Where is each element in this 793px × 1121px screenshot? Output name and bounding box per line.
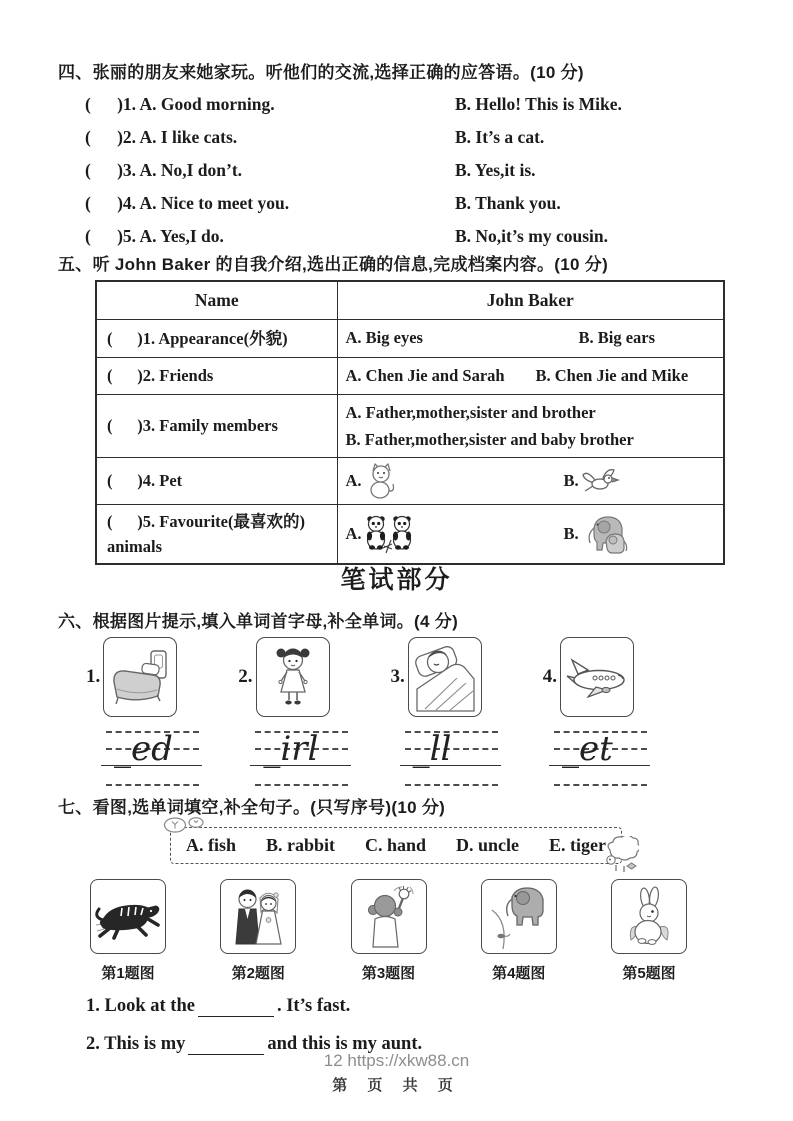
- cat-image: [365, 462, 395, 500]
- option-a-letter: A.: [345, 470, 362, 490]
- s4-row-3: [85, 154, 745, 187]
- option-b: B. Big ears: [578, 328, 656, 347]
- sentence-pre: 1. Look at the: [86, 996, 195, 1016]
- writing-line: [554, 784, 647, 786]
- picture-frame: [408, 637, 482, 717]
- table-row-friends: [96, 357, 724, 394]
- item-number: 3.: [390, 666, 405, 687]
- table-row-pet: [96, 457, 724, 504]
- answer-text: _ll: [412, 729, 452, 769]
- row-name: ( )3. Family members: [96, 394, 337, 457]
- rabbit-image: [624, 886, 674, 948]
- elephants-image: [582, 512, 628, 556]
- picture-frame: [611, 879, 687, 954]
- s6-item-2: [238, 637, 329, 717]
- writing-grid-3: [405, 726, 498, 788]
- row-name: ( )4. Pet: [96, 457, 337, 504]
- table-header-row: [96, 281, 724, 319]
- s7-card-2: [218, 879, 298, 983]
- option-b-letter: B.: [563, 523, 579, 543]
- page-footer: [0, 1051, 793, 1095]
- section6-answer-grids: [106, 726, 647, 788]
- option-a-letter: A.: [345, 523, 362, 543]
- s4-row-5: [85, 220, 745, 253]
- section7-picture-cards: [88, 879, 689, 983]
- elephant-image: [490, 884, 548, 950]
- item-number: 4.: [542, 666, 557, 687]
- picture-frame: [103, 637, 177, 717]
- picture-caption: 第3题图: [361, 965, 416, 982]
- pandas-image: [365, 513, 413, 555]
- writing-grid-2: [255, 726, 348, 788]
- s7-card-4: [479, 879, 559, 983]
- profile-table: [95, 280, 725, 565]
- word-bank-item-e: E. tiger: [549, 835, 607, 855]
- s7-card-3: [349, 879, 429, 983]
- sleeping-boy-image: [415, 641, 475, 713]
- col-header-john-baker: John Baker: [337, 281, 724, 319]
- s6-item-4: [543, 637, 634, 717]
- sentence-post: and this is my aunt.: [267, 1034, 423, 1054]
- written-part-title: 笔试部分: [340, 566, 453, 594]
- s6-item-1: [86, 637, 177, 717]
- writing-line: [106, 784, 199, 786]
- answer-blank: [198, 997, 274, 1017]
- s4-row-1-option-b: B. Hello! This is Mike.: [455, 94, 622, 114]
- watermark-url: 12 https://xkw88.cn: [323, 1051, 470, 1070]
- option-a: A. Big eyes: [345, 328, 423, 347]
- page-number-line: 第 页 共 页: [332, 1077, 461, 1094]
- row-name: ( )5. Favourite(最喜欢的) animals: [96, 504, 337, 564]
- picture-frame: [351, 879, 427, 954]
- section5-title: 五、听 John Baker 的自我介绍,选出正确的信息,完成档案内容。(10 分): [58, 255, 609, 274]
- pebble-doodle-icon: [163, 815, 209, 835]
- picture-frame: [256, 637, 330, 717]
- girl-image: [272, 645, 314, 709]
- s4-row-2-option-a: ( )2. A. I like cats.: [85, 127, 238, 147]
- s4-row-2: [85, 121, 745, 154]
- s4-row-2-option-b: B. It’s a cat.: [455, 127, 545, 147]
- item-number: 2.: [238, 666, 253, 687]
- sheep-doodle-icon: [603, 836, 639, 874]
- table-row-appearance: [96, 319, 724, 357]
- option-a: A. Father,mother,sister and brother: [345, 402, 596, 422]
- tiger-image: [95, 894, 161, 940]
- picture-frame: [90, 879, 166, 954]
- table-row-favourite-animals: [96, 504, 724, 564]
- answer-text: _irl: [263, 729, 319, 769]
- picture-frame: [220, 879, 296, 954]
- answer-text: _et: [561, 729, 613, 769]
- answer-text: _ed: [114, 729, 173, 769]
- writing-grid-1: [106, 726, 199, 788]
- s4-row-4-option-a: ( )4. A. Nice to meet you.: [85, 193, 290, 213]
- word-bank: [170, 827, 622, 864]
- s6-item-3: [391, 637, 482, 717]
- picture-frame: [481, 879, 557, 954]
- section4-options-list: [85, 88, 745, 253]
- option-a: A. Chen Jie and Sarah: [345, 365, 505, 385]
- row-name: ( )2. Friends: [96, 357, 337, 394]
- table-row-family-members: [96, 394, 724, 457]
- picture-caption: 第4题图: [492, 965, 546, 982]
- sentence-pre: 2. This is my: [86, 1034, 186, 1054]
- section6-pictures: [86, 637, 634, 717]
- sentence-post: . It’s fast.: [276, 996, 351, 1016]
- bed-image: [109, 648, 171, 706]
- picture-caption: 第2题图: [231, 965, 285, 982]
- option-b-letter: B.: [563, 470, 579, 490]
- word-bank-item-c: C. hand: [365, 835, 427, 855]
- picture-caption: 第1题图: [101, 965, 155, 982]
- writing-line: [255, 784, 348, 786]
- s4-row-4-option-b: B. Thank you.: [455, 193, 561, 213]
- s4-row-1: [85, 88, 745, 121]
- word-bank-item-a: A. fish: [185, 835, 236, 855]
- option-b: B. Chen Jie and Mike: [535, 365, 689, 385]
- couple-image: [231, 886, 285, 948]
- col-header-name: Name: [96, 281, 337, 319]
- word-bank-item-d: D. uncle: [456, 835, 520, 855]
- s4-row-3-option-b: B. Yes,it is.: [455, 160, 536, 180]
- picture-caption: 第5题图: [622, 965, 676, 982]
- item-number: 1.: [86, 666, 101, 687]
- s4-row-3-option-a: ( )3. A. No,I don’t.: [85, 160, 243, 180]
- row-name: ( )1. Appearance(外貌): [96, 319, 337, 357]
- s7-card-5: [609, 879, 689, 983]
- section7-sentences: [86, 983, 422, 1059]
- s4-row-1-option-a: ( )1. A. Good morning.: [85, 94, 275, 114]
- s4-row-5-option-a: ( )5. A. Yes,I do.: [85, 226, 224, 246]
- writing-grid-4: [554, 726, 647, 788]
- plane-image: [565, 656, 629, 698]
- section7-title: 七、看图,选单词填空,补全句子。(只写序号)(10 分): [58, 798, 446, 817]
- s4-row-5-option-b: B. No,it’s my cousin.: [455, 226, 608, 246]
- raised-hand-image: [363, 885, 415, 949]
- option-b: B. Father,mother,sister and baby brother: [345, 429, 634, 449]
- bird-image: [582, 467, 620, 495]
- writing-line: [405, 784, 498, 786]
- s7-card-1: [88, 879, 168, 983]
- s4-row-4: [85, 187, 745, 220]
- section4-title: 四、张丽的朋友来她家玩。听他们的交流,选择正确的应答语。(10 分): [58, 63, 584, 82]
- section6-title: 六、根据图片提示,填入单词首字母,补全单词。(4 分): [58, 612, 459, 631]
- picture-frame: [560, 637, 634, 717]
- sentence-1: [86, 983, 422, 1021]
- word-bank-item-b: B. rabbit: [265, 835, 335, 855]
